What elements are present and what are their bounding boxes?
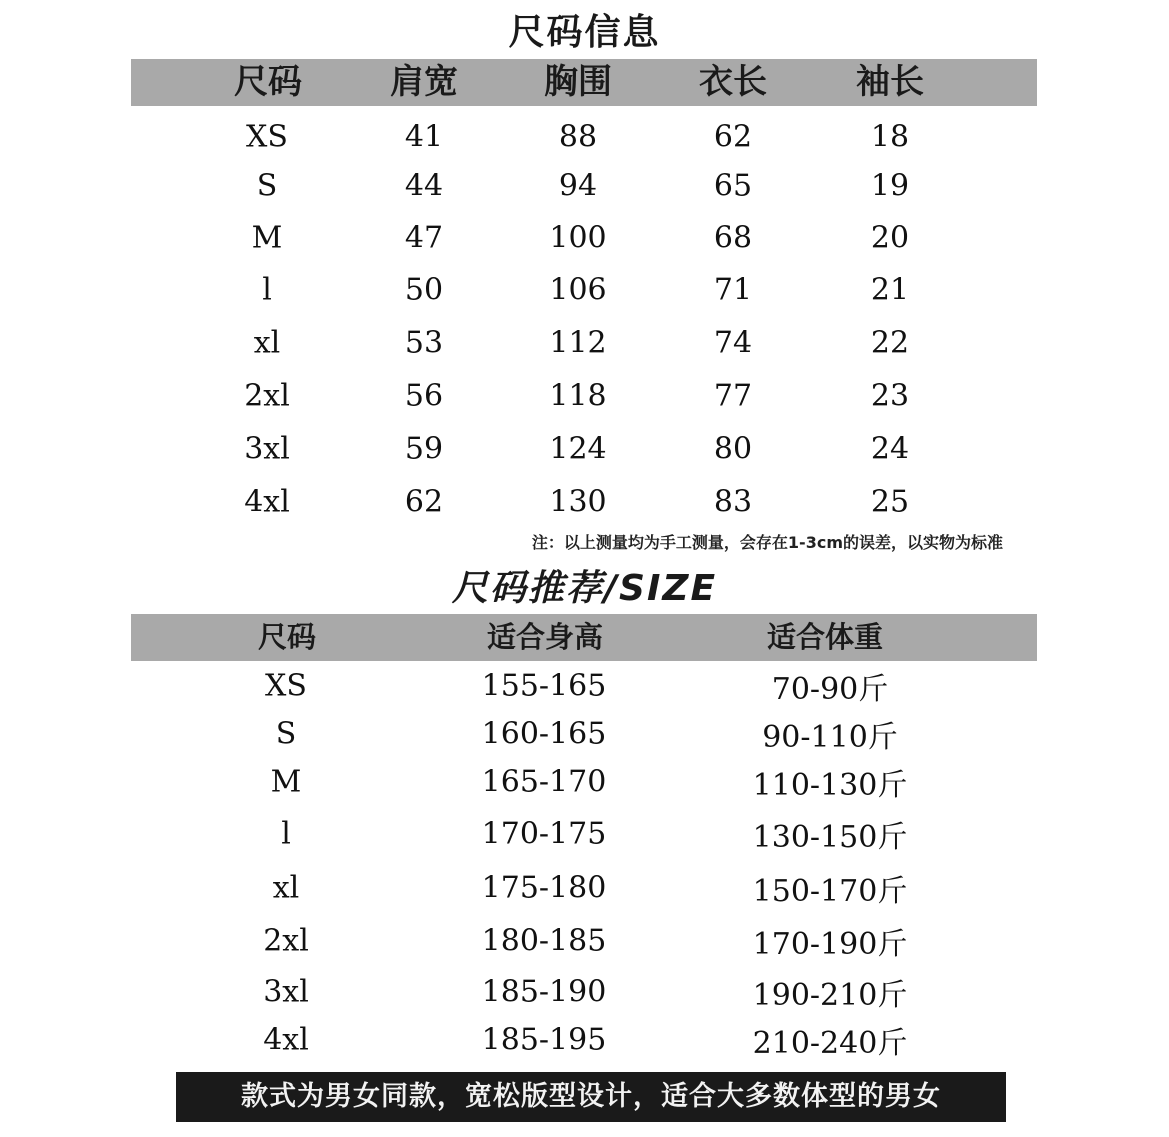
cell-size: M — [251, 220, 283, 256]
cell-weight: 190-210斤 — [752, 978, 908, 1013]
cell-height: 160-165 — [481, 716, 607, 752]
cell-chest: 130 — [549, 484, 607, 520]
cell-shoulder-width: 59 — [404, 431, 444, 467]
cell-size: 4xl — [263, 1022, 309, 1058]
cell-length: 77 — [713, 378, 753, 414]
cell-size: 2xl — [244, 378, 290, 414]
cell-sleeve: 19 — [870, 168, 910, 204]
cell-size: XS — [246, 119, 288, 155]
cell-length: 62 — [713, 119, 753, 155]
size-recommend-header-row — [131, 614, 1037, 661]
cell-height: 175-180 — [481, 870, 607, 906]
cell-chest: 124 — [549, 431, 607, 467]
cell-shoulder-width: 44 — [404, 168, 444, 204]
cell-chest: 94 — [558, 168, 598, 204]
cell-weight: 70-90斤 — [771, 672, 889, 707]
cell-sleeve: 22 — [870, 325, 910, 361]
header-height: 适合身高 — [486, 620, 604, 654]
cell-length: 80 — [713, 431, 753, 467]
cell-weight: 110-130斤 — [752, 768, 908, 803]
cell-length: 71 — [713, 272, 753, 308]
cell-length: 83 — [713, 484, 753, 520]
cell-size: XS — [265, 668, 307, 704]
cell-height: 165-170 — [481, 764, 607, 800]
cell-chest: 88 — [558, 119, 598, 155]
cell-sleeve: 23 — [870, 378, 910, 414]
cell-height: 170-175 — [481, 816, 607, 852]
cell-chest: 112 — [549, 325, 607, 361]
cell-sleeve: 24 — [870, 431, 910, 467]
cell-size: l — [262, 272, 272, 308]
cell-weight: 130-150斤 — [752, 820, 908, 855]
header-chest: 胸围 — [544, 62, 612, 102]
size-info-header-row — [131, 59, 1037, 106]
header-size: 尺码 — [257, 620, 317, 654]
cell-height: 155-165 — [481, 668, 607, 704]
size-info-title: 尺码信息 — [508, 12, 661, 53]
cell-shoulder-width: 56 — [404, 378, 444, 414]
cell-length: 74 — [713, 325, 753, 361]
cell-height: 185-190 — [481, 974, 607, 1010]
cell-weight: 150-170斤 — [752, 874, 908, 909]
header-shoulder-width: 肩宽 — [390, 62, 458, 102]
header-length: 衣长 — [699, 62, 767, 102]
cell-weight: 90-110斤 — [762, 720, 898, 755]
cell-size: S — [256, 168, 278, 204]
cell-height: 185-195 — [481, 1022, 607, 1058]
cell-length: 65 — [713, 168, 753, 204]
header-sleeve: 袖长 — [856, 62, 924, 102]
cell-sleeve: 20 — [870, 220, 910, 256]
cell-chest: 100 — [549, 220, 607, 256]
cell-size: l — [281, 816, 291, 852]
cell-size: xl — [253, 325, 281, 361]
cell-size: 4xl — [244, 484, 290, 520]
cell-sleeve: 18 — [870, 119, 910, 155]
cell-sleeve: 25 — [870, 484, 910, 520]
cell-size: 3xl — [263, 974, 309, 1010]
cell-sleeve: 21 — [870, 272, 910, 308]
measurement-note: 注：以上测量均为手工测量，会存在1-3cm的误差，以实物为标准 — [531, 533, 1003, 552]
header-weight: 适合体重 — [766, 620, 884, 654]
cell-chest: 118 — [549, 378, 607, 414]
cell-size: 3xl — [244, 431, 290, 467]
cell-shoulder-width: 53 — [404, 325, 444, 361]
cell-size: M — [270, 764, 302, 800]
cell-shoulder-width: 50 — [404, 272, 444, 308]
cell-weight: 210-240斤 — [752, 1026, 908, 1061]
size-recommend-title: 尺码推荐/SIZE — [451, 568, 718, 609]
header-size: 尺码 — [234, 62, 302, 102]
cell-weight: 170-190斤 — [752, 927, 908, 962]
cell-shoulder-width: 41 — [404, 119, 444, 155]
cell-length: 68 — [713, 220, 753, 256]
cell-size: xl — [272, 870, 300, 906]
cell-chest: 106 — [549, 272, 607, 308]
cell-shoulder-width: 47 — [404, 220, 444, 256]
cell-size: S — [275, 716, 297, 752]
cell-shoulder-width: 62 — [404, 484, 444, 520]
cell-height: 180-185 — [481, 923, 607, 959]
cell-size: 2xl — [263, 923, 309, 959]
unisex-footer-banner: 款式为男女同款，宽松版型设计，适合大多数体型的男女 — [176, 1072, 1006, 1122]
